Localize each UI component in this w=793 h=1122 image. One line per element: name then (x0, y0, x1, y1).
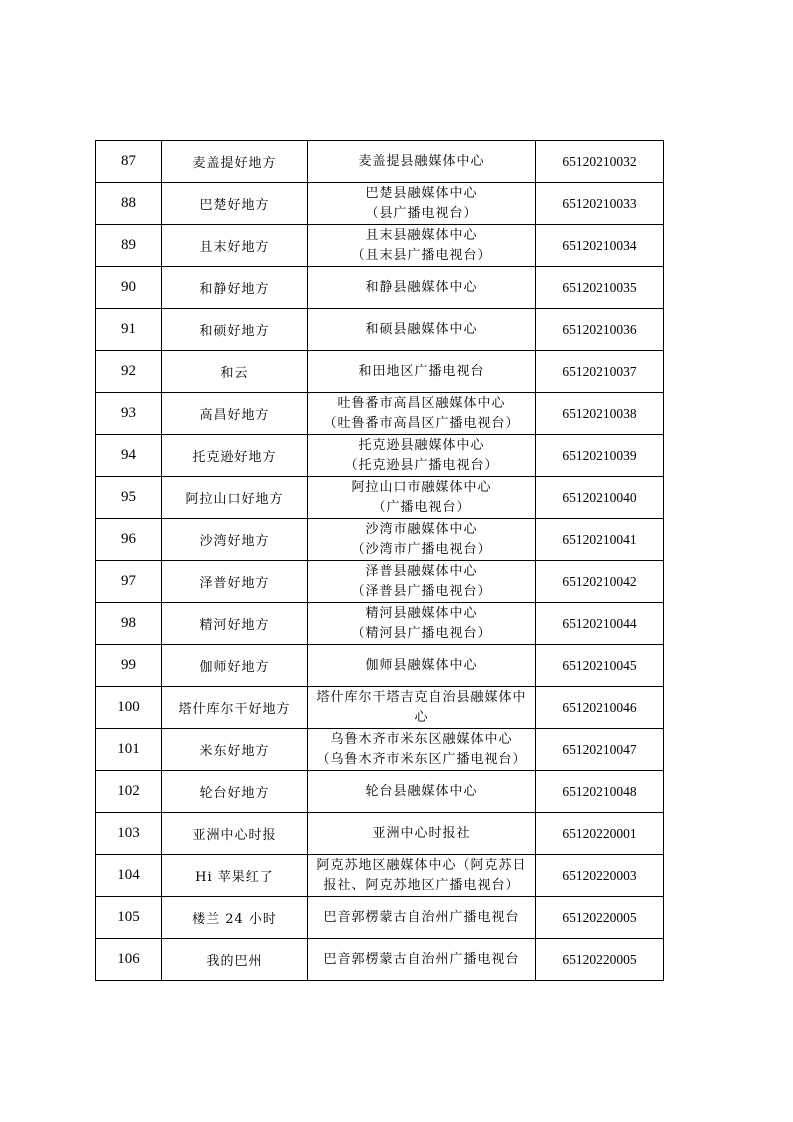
organization-cell (308, 687, 536, 729)
account-name-cell: 高昌好地方 (162, 393, 308, 435)
organization-line: （乌鲁木齐市米东区广播电视台） (316, 751, 527, 767)
account-name-cell: 伽师好地方 (162, 645, 308, 687)
organization-cell (308, 813, 536, 855)
organization-line: （广播电视台） (372, 499, 471, 515)
row-number-cell: 88 (96, 183, 162, 225)
table-row (96, 897, 664, 939)
table-row (96, 771, 664, 813)
registration-code-cell: 65120210032 (536, 141, 664, 183)
organization-line: 巴音郭楞蒙古自治州广播电视台 (323, 909, 520, 925)
table-row (96, 477, 664, 519)
table-row (96, 141, 664, 183)
row-number-cell: 97 (96, 561, 162, 603)
account-name-cell: 亚洲中心时报 (162, 813, 308, 855)
organization-cell (308, 771, 536, 813)
organization-line: 乌鲁木齐市米东区融媒体中心 (330, 731, 513, 747)
organization-cell (308, 393, 536, 435)
registration-code-cell: 65120220001 (536, 813, 664, 855)
row-number-cell: 106 (96, 939, 162, 981)
organization-line: （吐鲁番市高昌区广播电视台） (323, 415, 520, 431)
row-number-cell: 98 (96, 603, 162, 645)
organization-line: 托克逊县融媒体中心 (358, 437, 485, 453)
organization-line: 精河县融媒体中心 (365, 605, 478, 621)
organization-cell (308, 267, 536, 309)
organization-cell (308, 351, 536, 393)
registration-code-cell: 65120210044 (536, 603, 664, 645)
organization-line: （沙湾市广播电视台） (351, 541, 492, 557)
account-name-cell: 和云 (162, 351, 308, 393)
registration-code-cell: 65120210045 (536, 645, 664, 687)
table-row (96, 393, 664, 435)
row-number-cell: 91 (96, 309, 162, 351)
organization-cell (308, 477, 536, 519)
organization-line: 和田地区广播电视台 (358, 363, 485, 379)
organization-cell (308, 225, 536, 267)
organization-line: 亚洲中心时报社 (372, 825, 471, 841)
table-row (96, 309, 664, 351)
organization-line: 塔什库尔干塔吉克自治县融媒体中 (316, 689, 527, 705)
organization-line: 和静县融媒体中心 (365, 279, 478, 295)
registration-code-cell: 65120210048 (536, 771, 664, 813)
account-name-cell: 精河好地方 (162, 603, 308, 645)
table-row (96, 645, 664, 687)
table-row (96, 519, 664, 561)
registration-code-cell: 65120210041 (536, 519, 664, 561)
organization-line: 阿拉山口市融媒体中心 (351, 479, 492, 495)
organization-line: 泽普县融媒体中心 (365, 563, 478, 579)
organization-cell (308, 519, 536, 561)
table-body (96, 141, 664, 981)
row-number-cell: 90 (96, 267, 162, 309)
registration-code-cell: 65120210039 (536, 435, 664, 477)
organization-line: 吐鲁番市高昌区融媒体中心 (337, 395, 506, 411)
account-name-cell: 阿拉山口好地方 (162, 477, 308, 519)
account-name-cell: 我的巴州 (162, 939, 308, 981)
organization-line: 和硕县融媒体中心 (365, 321, 478, 337)
organization-cell (308, 309, 536, 351)
registration-code-cell: 65120210033 (536, 183, 664, 225)
organization-cell (308, 561, 536, 603)
account-name-cell: 和硕好地方 (162, 309, 308, 351)
organization-line: （且末县广播电视台） (351, 247, 492, 263)
organization-cell (308, 435, 536, 477)
organization-line: 巴音郭楞蒙古自治州广播电视台 (323, 951, 520, 967)
table-row (96, 813, 664, 855)
row-number-cell: 100 (96, 687, 162, 729)
table-row (96, 225, 664, 267)
row-number-cell: 104 (96, 855, 162, 897)
table-row (96, 351, 664, 393)
organization-line: 心 (414, 709, 429, 725)
table-row (96, 561, 664, 603)
account-name-cell: 沙湾好地方 (162, 519, 308, 561)
organization-line: （泽普县广播电视台） (351, 583, 492, 599)
registration-code-cell: 65120210034 (536, 225, 664, 267)
organization-cell (308, 645, 536, 687)
registration-code-cell: 65120210036 (536, 309, 664, 351)
account-name-cell: 麦盖提好地方 (162, 141, 308, 183)
row-number-cell: 99 (96, 645, 162, 687)
registration-code-cell: 65120210037 (536, 351, 664, 393)
organization-line: 且末县融媒体中心 (365, 227, 478, 243)
account-name-cell: 泽普好地方 (162, 561, 308, 603)
table-row (96, 267, 664, 309)
organization-line: （托克逊县广播电视台） (344, 457, 499, 473)
account-name-cell: 米东好地方 (162, 729, 308, 771)
organization-cell (308, 897, 536, 939)
table-row (96, 939, 664, 981)
account-name-cell: 巴楚好地方 (162, 183, 308, 225)
account-name-cell: Hi 苹果红了 (162, 855, 308, 897)
organization-cell (308, 939, 536, 981)
row-number-cell: 103 (96, 813, 162, 855)
table-row (96, 603, 664, 645)
organization-line: 沙湾市融媒体中心 (365, 521, 478, 537)
organization-cell (308, 183, 536, 225)
registration-code-cell: 65120210035 (536, 267, 664, 309)
registration-code-cell: 65120210042 (536, 561, 664, 603)
organization-line: 阿克苏地区融媒体中心（阿克苏日 (316, 857, 527, 873)
registration-code-cell: 65120220003 (536, 855, 664, 897)
registration-code-cell: 65120220005 (536, 897, 664, 939)
row-number-cell: 105 (96, 897, 162, 939)
registration-code-cell: 65120220005 (536, 939, 664, 981)
account-name-cell: 且末好地方 (162, 225, 308, 267)
row-number-cell: 94 (96, 435, 162, 477)
row-number-cell: 87 (96, 141, 162, 183)
row-number-cell: 95 (96, 477, 162, 519)
organization-cell (308, 729, 536, 771)
registration-code-cell: 65120210046 (536, 687, 664, 729)
account-name-cell: 托克逊好地方 (162, 435, 308, 477)
registration-code-cell: 65120210040 (536, 477, 664, 519)
table-row (96, 855, 664, 897)
registration-code-cell: 65120210038 (536, 393, 664, 435)
row-number-cell: 93 (96, 393, 162, 435)
row-number-cell: 101 (96, 729, 162, 771)
organization-line: （县广播电视台） (365, 205, 478, 221)
organization-line: 麦盖提县融媒体中心 (358, 153, 485, 169)
account-name-cell: 塔什库尔干好地方 (162, 687, 308, 729)
table-row (96, 729, 664, 771)
media-list-table (95, 140, 664, 981)
organization-cell (308, 603, 536, 645)
row-number-cell: 89 (96, 225, 162, 267)
row-number-cell: 102 (96, 771, 162, 813)
organization-cell (308, 855, 536, 897)
account-name-cell: 和静好地方 (162, 267, 308, 309)
registration-code-cell: 65120210047 (536, 729, 664, 771)
row-number-cell: 92 (96, 351, 162, 393)
organization-line: 轮台县融媒体中心 (365, 783, 478, 799)
row-number-cell: 96 (96, 519, 162, 561)
organization-line: （精河县广播电视台） (351, 625, 492, 641)
table-row (96, 435, 664, 477)
account-name-cell: 楼兰 24 小时 (162, 897, 308, 939)
organization-line: 伽师县融媒体中心 (365, 657, 478, 673)
table-row (96, 183, 664, 225)
account-name-cell: 轮台好地方 (162, 771, 308, 813)
organization-line: 报社、阿克苏地区广播电视台） (323, 877, 520, 893)
organization-cell (308, 141, 536, 183)
organization-line: 巴楚县融媒体中心 (365, 185, 478, 201)
table-row (96, 687, 664, 729)
